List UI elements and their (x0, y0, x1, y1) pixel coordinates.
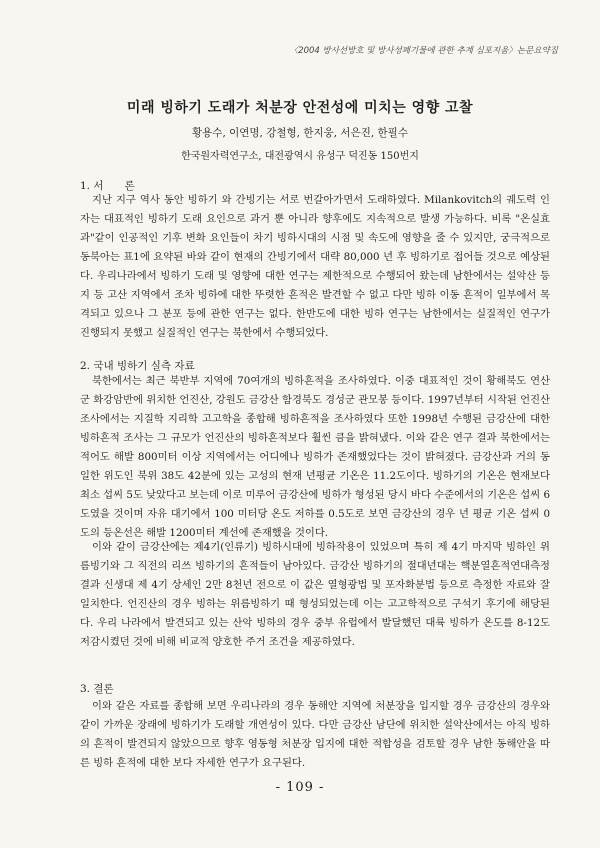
running-header: 〈2004 방사선방호 및 방사성폐기물에 관한 추계 심포지움〉논문요약집 (289, 46, 558, 56)
paper-affiliation: 한국원자력연구소, 대전광역시 유성구 덕진동 150번지 (181, 151, 419, 162)
paper-authors: 황용수, 이연명, 강철형, 한지웅, 서은진, 한필수 (192, 127, 408, 139)
paragraph-north-korea-survey: 북한에서는 최근 북반부 지역에 70여개의 빙하흔적을 조사하였다. 이중 대표적인 것이 황해북도 연산군 화강암반에 위치한 언진산, 강원도 금강산 함경북도 경성군 관모봉 등이다. 1997년부터 시작된 언진산 조사에서는 지질학 지리학 고고학을 종합해 빙하흔적을 조사하였다 또한 1998년 수행된 금강산에 대한 빙하흔적 조사는 그 규모가 언진산의 빙하흔적보다 훨씬 큼을 밝혀냈다. 이와 같은 연구 결과 북한에서는 적어도 해발 800미터 이상 지역에서는 어디에나 빙하가 존재했었다는 것이 밝혀졌다. 금강산과 거의 동일한 위도인 북위 38도 42분에 있는 고성의 현재 년평균 기온은 11.2도이다. 빙하기의 기온은 현재보다 최소 섭씨 5도 낮았다고 보는데 이로 미루어 금강산에 빙하가 형성된 당시 바다 수준에서의 기온은 섭씨 6도였을 것이며 자유 대기에서 100 미터당 온도 저하를 0.5도로 보면 금강산의 경우 년 평균 기온 섭씨 0도의 등온선은 해발 1200미터 계선에 존재했을 것이다. (80, 375, 551, 539)
paper-title: 미래 빙하기 도래가 처분장 안전성에 미치는 영향 고찰 (126, 100, 474, 116)
paragraph-geumgangsan-glaciation: 이와 같이 금강산에는 제4기(인류기) 빙하시대에 빙하작용이 있었으며 특히 제 4기 마지막 빙하인 위름빙기와 그 직전의 리쓰 빙하기의 흔적들이 남아있다. 금강산 빙하기의 절대년대는 핵분열흔적연대측정 결과 신생대 제 4기 상세인 2만 8천년 전으로 이 값은 열형광법 및 포자화분법 등으로 측정한 자료와 잘 일치한다. 언진산의 경우 빙하는 위름빙하기 때 형성되었는데 이는 고고학적으로 구석기 후기에 해당된다. 우리 나라에서 발견되고 있는 산악 빙하의 경우 중부 유럽에서 발달했던 대륙 빙하가 온도를 8-12도 저감시켰던 것에 비해 비교적 양호한 주거 조건을 제공하였다. (80, 541, 550, 648)
section-heading-domestic-glacial-data: 2. 국내 빙하기 실측 자료 (80, 360, 195, 372)
paragraph-conclusion: 이와 같은 자료를 종합해 보면 우리나라의 경우 동해안 지역에 처분장을 입지할 경우 금강산의 경우와 같이 가까운 장래에 빙하기가 도래할 개연성이 있다. 다만 금강산 남단에 위치한 설악산에서는 아직 빙하의 흔적이 발견되지 않았으므로 향후 영동형 처분장 입지에 대한 적합성을 검토할 경우 남한 동해안을 따른 빙하 흔적에 대한 보다 자세한 연구가 요구된다. (80, 700, 550, 769)
section-heading-conclusion: 3. 결론 (80, 683, 114, 695)
section-heading-introduction: 1. 서 론 (80, 180, 135, 192)
page-number: - 109 - (275, 780, 325, 795)
paragraph-introduction: 지난 지구 역사 동안 빙하기 와 간빙기는 서로 번갈아가면서 도래하였다. Milankovitch의 궤도력 인자는 대표적인 빙하기 도래 요인으로 과거 뿐 아니라 향후에도 지속적으로 발생 가능하다. 비록 "온실효과"같이 인공적인 기후 변화 요인들이 차기 빙하시대의 시점 및 속도에 영향을 줄 수 있지만, 궁극적으로 동북아는 표1에 요약된 바와 같이 현재의 간빙기에서 대략 80,000 년 후 빙하기로 접어들 것으로 예상된다. 우리나라에서 빙하기 도래 및 영향에 대한 연구는 제한적으로 수행되어 왔는데 남한에서는 설악산 등지 등 고산 지역에서 조차 빙하에 대한 뚜렷한 흔적은 발견할 수 없고 다만 빙하 이동 흔적이 일부에서 목격되고 있으나 그 분포 등에 관한 연구는 없다. 한반도에 대한 빙하 연구는 남한에서는 실질적인 연구가 진행되지 못했고 실질적인 연구는 북한에서 수행되었다. (80, 194, 550, 339)
